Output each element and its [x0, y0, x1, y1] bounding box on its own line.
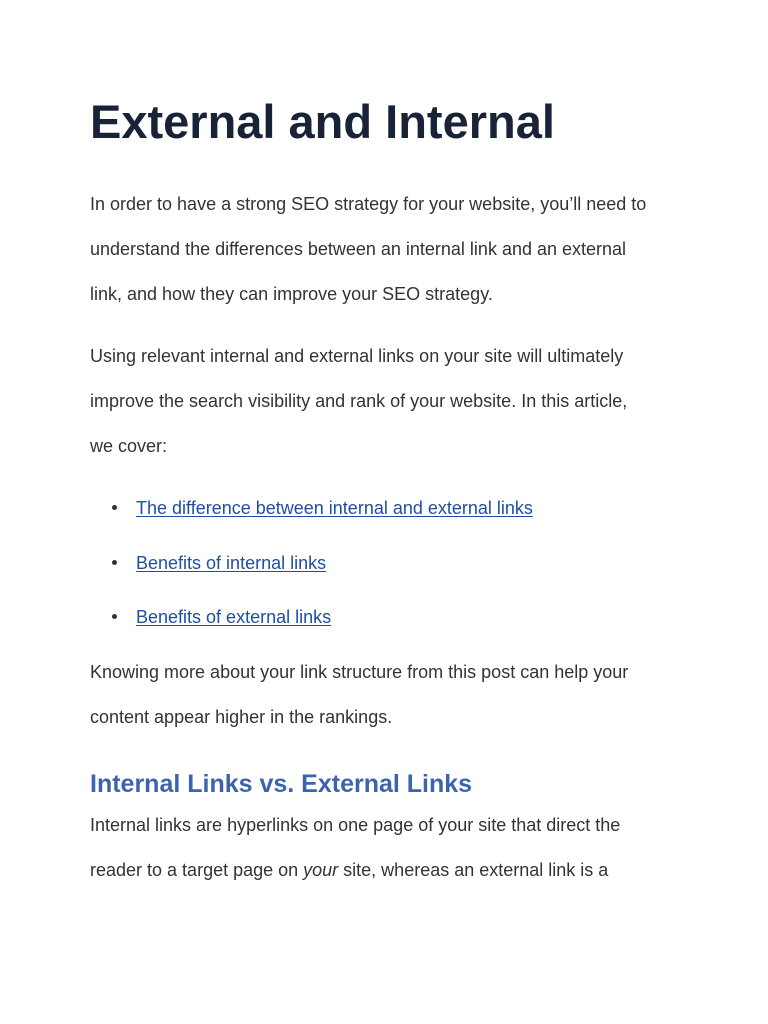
intro-paragraph [90, 193, 646, 305]
definition-line-2 [90, 859, 620, 881]
toc-link-difference[interactable]: The difference between internal and external links [136, 498, 533, 518]
overview-line-2: improve the search visibility and rank of your website. In this article, [90, 391, 628, 411]
section-heading: Internal Links vs. External Links [90, 770, 473, 798]
overview-paragraph [90, 345, 627, 457]
intro-line-3: link, and how they can improve your SEO strategy. [90, 284, 493, 304]
structure-paragraph [90, 661, 628, 728]
intro-line-2: understand the differences between an internal link and an external [90, 239, 627, 259]
definition-paragraph [90, 814, 620, 881]
structure-line-2: content appear higher in the rankings. [90, 707, 393, 727]
intro-line-1: In order to have a strong SEO strategy for your website, you’ll need to [90, 194, 647, 214]
bullet-icon [112, 560, 117, 565]
bullet-icon [112, 505, 117, 510]
emphasis-text: your [303, 860, 339, 880]
overview-line-3: we cover: [90, 436, 168, 456]
definition-text-before: reader to a target page on [90, 860, 304, 880]
page-title: External and Internal [90, 95, 555, 148]
toc-link-external-benefits[interactable]: Benefits of external links [136, 607, 332, 627]
definition-text-after: site, whereas an external link is a [338, 860, 609, 880]
structure-line-1: Knowing more about your link structure from this post can help your [90, 662, 629, 682]
definition-line-1: Internal links are hyperlinks on one page of your site that direct the [90, 815, 621, 835]
toc-link-internal-benefits[interactable]: Benefits of internal links [136, 552, 327, 573]
bullet-icon [112, 614, 117, 619]
overview-line-1: Using relevant internal and external links on your site will ultimately [90, 346, 624, 366]
